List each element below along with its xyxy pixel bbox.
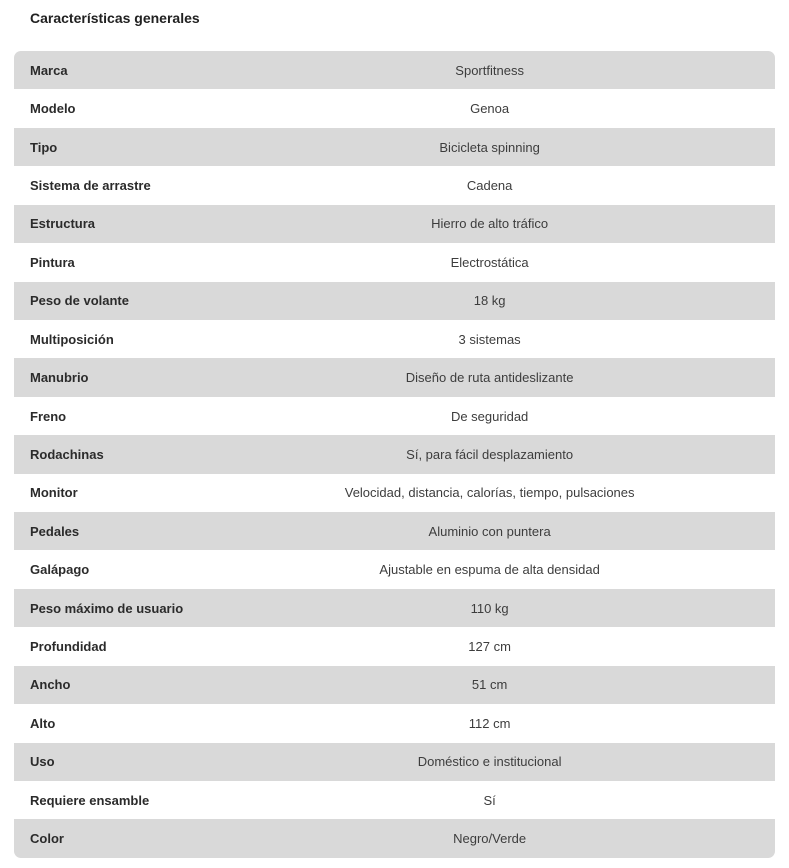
- spec-value: 3 sistemas: [458, 331, 521, 347]
- spec-value: Doméstico e institucional: [417, 754, 562, 770]
- spec-table: [14, 51, 775, 858]
- spec-label: Tipo: [30, 139, 58, 155]
- spec-row: [14, 435, 775, 473]
- spec-label: Pintura: [30, 254, 75, 270]
- spec-value: 110 kg: [470, 600, 509, 616]
- spec-label: Profundidad: [30, 639, 107, 655]
- spec-label: Alto: [30, 715, 56, 731]
- spec-row: [14, 243, 775, 281]
- spec-label: Modelo: [30, 101, 76, 117]
- spec-label: Multiposición: [30, 331, 114, 347]
- spec-row: [14, 51, 775, 89]
- spec-value: Hierro de alto tráfico: [431, 216, 549, 232]
- spec-row: [14, 550, 775, 588]
- spec-label: Galápago: [30, 562, 90, 578]
- spec-label: Rodachinas: [30, 446, 104, 462]
- spec-row: [14, 128, 775, 166]
- spec-value: Diseño de ruta antideslizante: [405, 370, 574, 386]
- spec-value: Negro/Verde: [453, 831, 527, 847]
- spec-row: [14, 320, 775, 358]
- spec-value: De seguridad: [450, 408, 529, 424]
- spec-value: 18 kg: [473, 293, 506, 309]
- spec-row: [14, 819, 775, 857]
- spec-value: Ajustable en espuma de alta densidad: [379, 562, 600, 578]
- spec-label: Uso: [30, 754, 55, 770]
- spec-row: [14, 627, 775, 665]
- spec-value: 51 cm: [471, 677, 508, 693]
- spec-value: Cadena: [466, 177, 513, 193]
- spec-row: [14, 589, 775, 627]
- spec-value: Sí: [483, 792, 496, 808]
- spec-row: [14, 89, 775, 127]
- spec-row: [14, 512, 775, 550]
- spec-value: Sportfitness: [455, 62, 524, 78]
- spec-row: [14, 282, 775, 320]
- spec-row: [14, 666, 775, 704]
- spec-label: Marca: [30, 62, 68, 78]
- spec-label: Pedales: [30, 523, 80, 539]
- section-title: Características generales: [30, 10, 200, 26]
- spec-label: Estructura: [30, 216, 96, 232]
- spec-row: [14, 781, 775, 819]
- spec-label: Color: [30, 831, 64, 847]
- spec-row: [14, 166, 775, 204]
- spec-row: [14, 743, 775, 781]
- spec-value: Velocidad, distancia, calorías, tiempo, pulsaciones: [344, 485, 635, 501]
- spec-value: Sí, para fácil desplazamiento: [406, 446, 574, 462]
- spec-row: [14, 205, 775, 243]
- spec-label: Peso máximo de usuario: [30, 600, 184, 616]
- spec-label: Ancho: [30, 677, 71, 693]
- spec-value: 112 cm: [468, 715, 511, 731]
- spec-row: [14, 704, 775, 742]
- spec-label: Requiere ensamble: [30, 792, 150, 808]
- spec-value: Aluminio con puntera: [428, 523, 551, 539]
- spec-label: Freno: [30, 408, 67, 424]
- spec-value: Electrostática: [450, 254, 529, 270]
- spec-row: [14, 474, 775, 512]
- spec-label: Sistema de arrastre: [30, 177, 151, 193]
- spec-value: Bicicleta spinning: [439, 139, 540, 155]
- spec-value: Genoa: [470, 101, 510, 117]
- spec-label: Manubrio: [30, 370, 89, 386]
- spec-row: [14, 358, 775, 396]
- spec-row: [14, 397, 775, 435]
- spec-label: Peso de volante: [30, 293, 129, 309]
- spec-label: Monitor: [30, 485, 78, 501]
- spec-value: 127 cm: [468, 639, 511, 655]
